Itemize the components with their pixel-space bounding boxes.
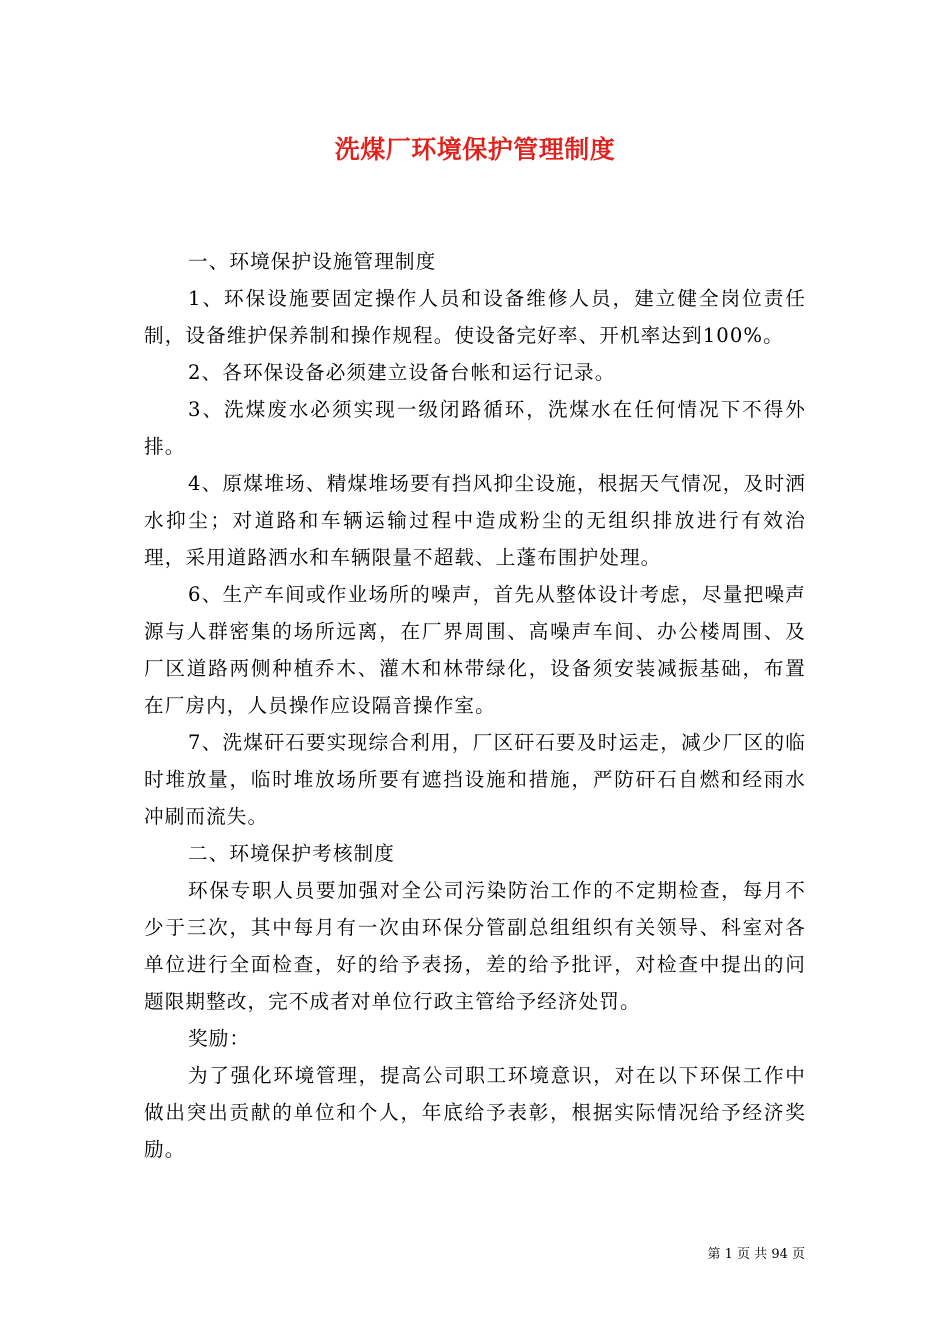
paragraph-item-6: 6、生产车间或作业场所的噪声，首先从整体设计考虑，尽量把噪声源与人群密集的场所远离，在厂界周围、高噪声车间、办公楼周围、及厂区道路两侧种植乔木、灌木和林带绿化，设备须安装减振基础，布置在厂房内，人员操作应设隔音操作室。 [144, 583, 806, 717]
paragraph-reward: 为了强化环境管理，提高公司职工环境意识，对在以下环保工作中做出突出贡献的单位和个人，年底给予表彰，根据实际情况给予经济奖励。 [144, 1064, 806, 1161]
document-title: 洗煤厂环境保护管理制度 [334, 135, 616, 164]
section-heading-2: 二、环境保护考核制度 [188, 842, 395, 865]
document-body [144, 243, 806, 1168]
paragraph-item-3: 3、洗煤废水必须实现一级闭路循环，洗煤水在任何情况下不得外排。 [144, 398, 806, 458]
paragraph-item-7: 7、洗煤矸石要实现综合利用，厂区矸石要及时运走，减少厂区的临时堆放量，临时堆放场所要有遮挡设施和措施，严防矸石自燃和经雨水冲刷而流失。 [144, 731, 806, 828]
paragraph-item-1: 1、环保设施要固定操作人员和设备维修人员，建立健全岗位责任制，设备维护保养制和操作规程。使设备完好率、开机率达到100%。 [144, 287, 806, 347]
paragraph-inspection: 环保专职人员要加强对全公司污染防治工作的不定期检查，每月不少于三次，其中每月有一次由环保分管副总组组织有关领导、科室对各单位进行全面检查，好的给予表扬，差的给予批评，对检查中提出的问题限期整改，完不成者对单位行政主管给予经济处罚。 [144, 879, 806, 1013]
section-heading-1: 一、环境保护设施管理制度 [188, 250, 437, 273]
paragraph-item-2: 2、各环保设备必须建立设备台帐和运行记录。 [188, 361, 616, 384]
reward-heading: 奖励： [188, 1027, 251, 1050]
paragraph-item-4: 4、原煤堆场、精煤堆场要有挡风抑尘设施，根据天气情况，及时洒水抑尘；对道路和车辆运输过程中造成粉尘的无组织排放进行有效治理，采用道路洒水和车辆限量不超载、上蓬布围护处理。 [144, 472, 806, 569]
page-number: 第 1 页 共 94 页 [707, 1247, 805, 1262]
